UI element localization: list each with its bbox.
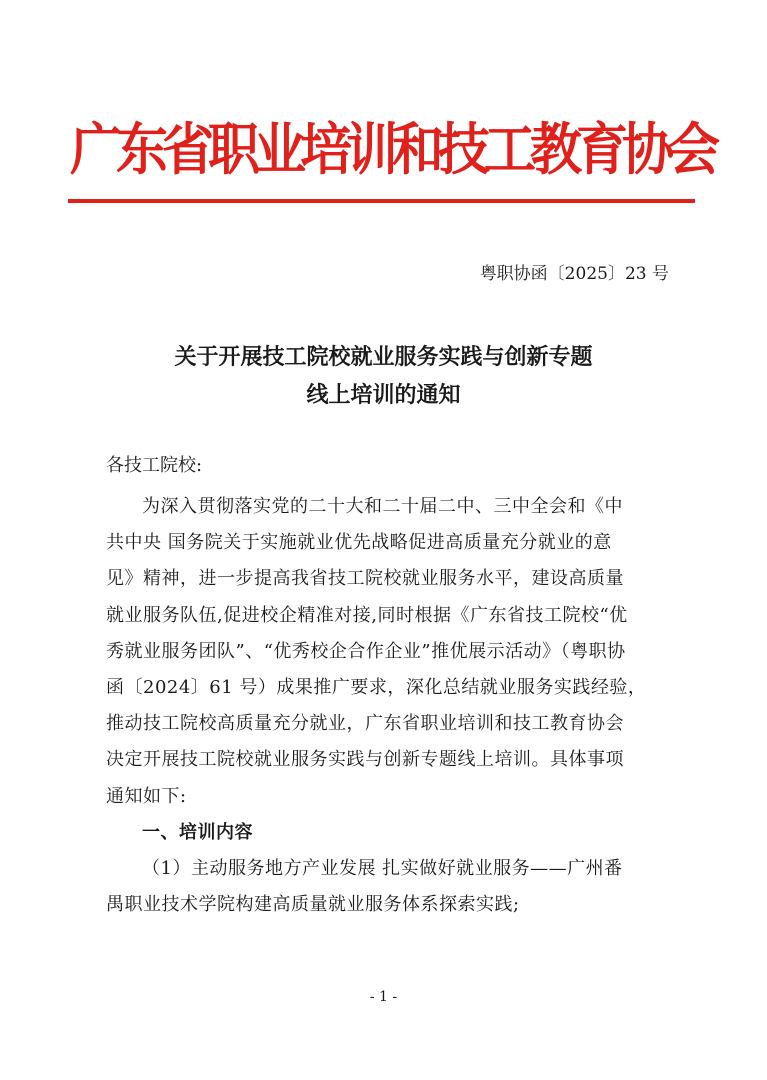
document-number: 粤职协函〔2025〕23 号 (479, 264, 669, 284)
document-title (0, 338, 767, 414)
list-item-line: 禺职业技术学院构建高质量就业服务体系探索实践; (106, 894, 520, 916)
paragraph-line: 为深入贯彻落实党的二十大和二十届二中、三中全会和《中 (142, 496, 623, 517)
section-heading: 一、培训内容 (142, 821, 253, 843)
paragraph-line: 函〔2024〕61 号）成果推广要求，深化总结就业服务实践经验， (106, 676, 647, 698)
paragraph-line: 见》精神，进一步提高我省技工院校就业服务水平，建设高质量 (106, 568, 624, 590)
list-item-line: （1）主动服务地方产业发展 扎实做好就业服务——广州番 (142, 857, 623, 879)
document-title-line-2: 线上培训的通知 (306, 382, 461, 408)
organization-name: 广东省职业培训和技工教育协会 (70, 117, 715, 184)
header-red-rule (68, 199, 695, 203)
paragraph-line: 推动技工院校高质量充分就业，广东省职业培训和技工教育协会 (106, 713, 624, 735)
paragraph-line: 秀就业服务团队”、“优秀校企合作企业”推优展示活动》（粤职协 (106, 640, 626, 662)
paragraph-line: 就业服务队伍,促进校企精准对接,同时根据《广东省技工院校“优 (106, 604, 628, 626)
salutation: 各技工院校: (106, 455, 203, 476)
paragraph-line: 决定开展技工院校就业服务实践与创新专题线上培训。具体事项 (106, 749, 624, 771)
paragraph-line: 共中央 国务院关于实施就业优先战略促进高质量充分就业的意 (106, 532, 612, 554)
page-number: - 1 - (369, 989, 398, 1005)
paragraph-line: 通知如下: (106, 785, 187, 807)
document-title-line-1: 关于开展技工院校就业服务实践与创新专题 (174, 344, 593, 370)
document-body (106, 489, 676, 923)
